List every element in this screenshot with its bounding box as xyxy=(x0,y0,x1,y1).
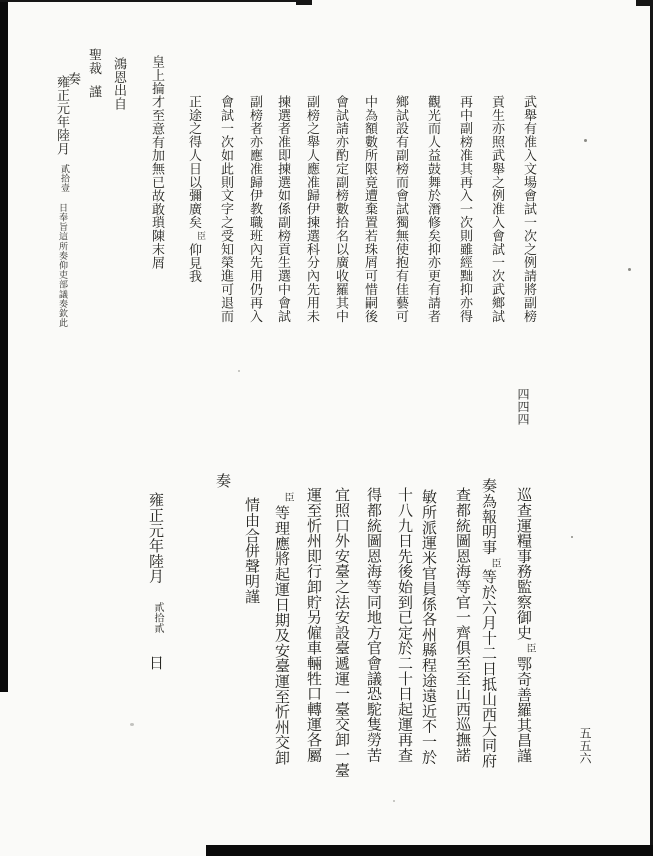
humble-self-reference: 臣 xyxy=(524,643,535,654)
scan-speck xyxy=(238,370,240,372)
memorial-text-column: 宜照口外安臺之法安設臺遞運一臺交卸一臺 xyxy=(333,487,349,778)
memorial-subject-column: 奏為報明事 xyxy=(480,478,496,555)
humble-self-reference: 臣 xyxy=(196,231,206,241)
memorial-text-column: 十八九日先後始到已定於二十日起運再查 xyxy=(396,487,412,763)
emperor-honorific-column: 皇上掄才至意有加無已故敢瑣陳末屑 xyxy=(150,55,165,270)
day-number: 貳拾壹 xyxy=(60,164,70,193)
scan-left-bar xyxy=(0,0,8,692)
memorial-text-column: 副榜者亦應准歸伊教職班內先用仍再入 xyxy=(248,95,263,323)
imperial-rescript-note: 日奉旨這所奏仰吏部議奏欽此 xyxy=(58,203,68,328)
memorial-text-column: 副榜之舉人應准歸伊揀選科分內先用未 xyxy=(305,95,320,323)
scan-top-edge-line xyxy=(0,0,312,2)
scan-speck xyxy=(628,268,631,271)
day-character: 日 xyxy=(147,655,163,671)
date-column: 雍正元年陸月 xyxy=(55,75,70,156)
scan-speck xyxy=(130,723,134,726)
imperial-decision-column: 聖裁 xyxy=(87,48,102,75)
humble-self-reference: 臣 xyxy=(489,558,500,569)
scan-speck xyxy=(393,800,395,802)
memorial-text-column: 查都統圖恩海等官一齊俱至至山西巡撫諾 xyxy=(454,487,470,763)
memorial-text-column: 會試請亦酌定副榜數拾名以廣收羅其中 xyxy=(334,95,349,323)
memorial-text-column: 等於六月十二日抵山西大同府 xyxy=(480,569,496,768)
memorialist-title-column: 巡查運糧事務監察御史 xyxy=(515,487,531,640)
memorial-text-column: 仰見我 xyxy=(187,243,202,284)
memorial-text-column: 敏所派運米官員係各州縣程途遠近不一於 xyxy=(420,489,436,765)
memorial-text-column: 得都統圖恩海等同地方官會議恐駝隻勞苦 xyxy=(365,487,381,763)
folio-number-top: 四四四 xyxy=(516,388,530,426)
memorial-text-column: 鄉試設有副榜而會試獨無使抱有佳藝可 xyxy=(394,95,409,323)
memorial-text-column: 再中副榜准其再入一次則雖經黜抑亦得 xyxy=(458,95,473,323)
memorial-submit-char: 奏 xyxy=(214,473,230,489)
memorial-text-column: 武舉有准入文場會試一次之例請將副榜 xyxy=(522,95,537,323)
memorial-text-column: 揀選者准即揀選如係副榜貢生選中會試 xyxy=(276,95,291,323)
memorial-text-column: 等理應將起運日期及安臺運至忻州交卸 xyxy=(273,505,289,766)
day-number: 貳拾貳 xyxy=(152,602,163,634)
respectfully-submits-char: 謹 xyxy=(87,85,102,99)
memorial-closing-column: 情由合併聲明謹 xyxy=(243,497,259,605)
memorial-text-column: 貢生亦照武舉之例准入會試一次武鄉試 xyxy=(490,95,505,323)
memorial-text-column: 運至忻州即行卸貯另僱車輛牲口轉運各屬 xyxy=(305,487,321,763)
imperial-grace-column: 鴻恩出自 xyxy=(112,57,127,111)
scan-corner-mark xyxy=(636,0,653,6)
memorial-text-column: 觀光而人益鼓舞於潛修矣抑亦更有請者 xyxy=(426,95,441,323)
memorial-text-column: 中為額數所限竟遭棄置若珠屑可惜嗣後 xyxy=(363,95,378,323)
memorial-submit-char: 奏 xyxy=(66,72,81,86)
memorialist-names-column: 鄂奇善羅其昌謹 xyxy=(515,656,531,764)
humble-self-reference: 臣 xyxy=(282,492,293,503)
folio-number-bottom: 五五六 xyxy=(578,727,592,765)
memorial-text-column: 會試一次如此則文字之受知榮進可退而 xyxy=(219,95,234,323)
scan-speck xyxy=(571,536,573,538)
scan-speck xyxy=(584,139,587,142)
scan-bottom-bar xyxy=(206,845,653,856)
date-column: 雍正元年陸月 xyxy=(147,492,163,584)
memorial-text-column: 正途之得人日以彌廣矣 xyxy=(187,95,202,229)
scan-top-edge-blob xyxy=(296,0,312,5)
